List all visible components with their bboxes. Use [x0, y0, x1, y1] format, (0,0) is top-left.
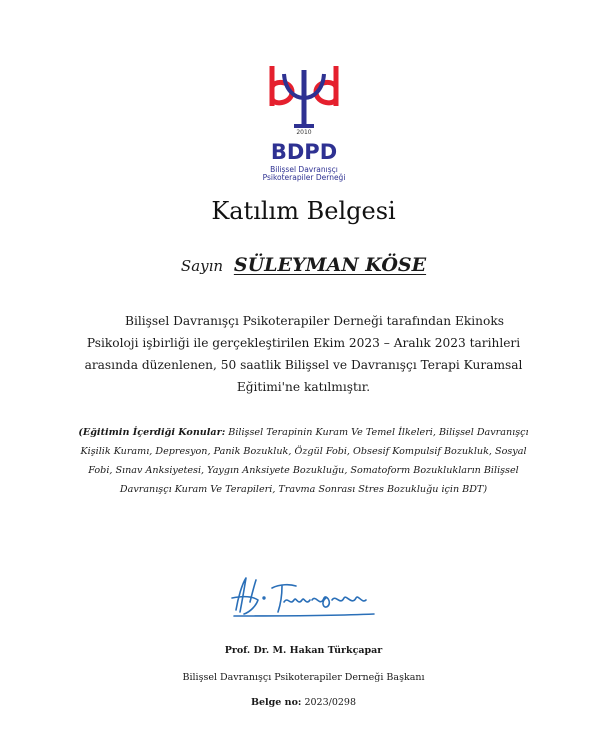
bdpd-logo: [258, 62, 350, 186]
topics-list: Bilişsel Terapinin Kuram Ve Temel İlkeleri, Bilişsel Davranışçı Kişilik Kuramı, Depresyon, Panik Bozukluk, Özgül Fobi, Obsesif Kompulsif Bozukluk, Sosyal Fobi, Sınav Anksiyetesi, Yaygın Anksiyete Bozukluğu, Somatoform Bozuklukların Bilişsel Davranışçı Kuram Ve Terapileri, Travma Sonrası Stres Bozukluğu için BDT): [80, 427, 529, 495]
topics-lead: (Eğitimin İçerdiği Konular:: [78, 427, 226, 438]
salutation: [0, 254, 607, 276]
recipient-name: SÜLEYMAN KÖSE: [233, 254, 427, 276]
handwritten-signature: [228, 572, 380, 622]
certificate-title: Katılım Belgesi: [211, 197, 396, 225]
certificate-number-value: 2023/0298: [304, 697, 357, 708]
certificate-number-label: Belge no:: [250, 697, 302, 708]
logo-subtitle-line2: Psikoterapiler Derneği: [262, 173, 346, 182]
certificate-body: [78, 310, 529, 398]
signatory-role: Bilişsel Davranışçı Psikoterapiler Derneği Başkanı: [182, 672, 425, 683]
training-topics: [78, 423, 529, 499]
logo-abbreviation: BDPD: [270, 140, 338, 164]
salutation-word: Sayın: [180, 257, 224, 275]
signatory-name: Prof. Dr. M. Hakan Türkçapar: [224, 645, 383, 656]
logo-subtitle-line1: Bilişsel Davranışçı: [270, 165, 338, 174]
certificate-body-text: Bilişsel Davranışçı Psikoterapiler Derneği tarafından Ekinoks Psikoloji işbirliği ile gerçekleştirilen Ekim 2023 – Aralık 2023 tarihleri arasında düzenlenen, 50 saatlik Bilişsel ve Davranışçı Terapi Kuramsal Eğitimi'ne katılmıştır.: [84, 314, 523, 394]
certificate-number: [0, 697, 607, 708]
logo-year: 2010: [296, 129, 312, 136]
bdpd-emblem-icon: [258, 62, 350, 132]
